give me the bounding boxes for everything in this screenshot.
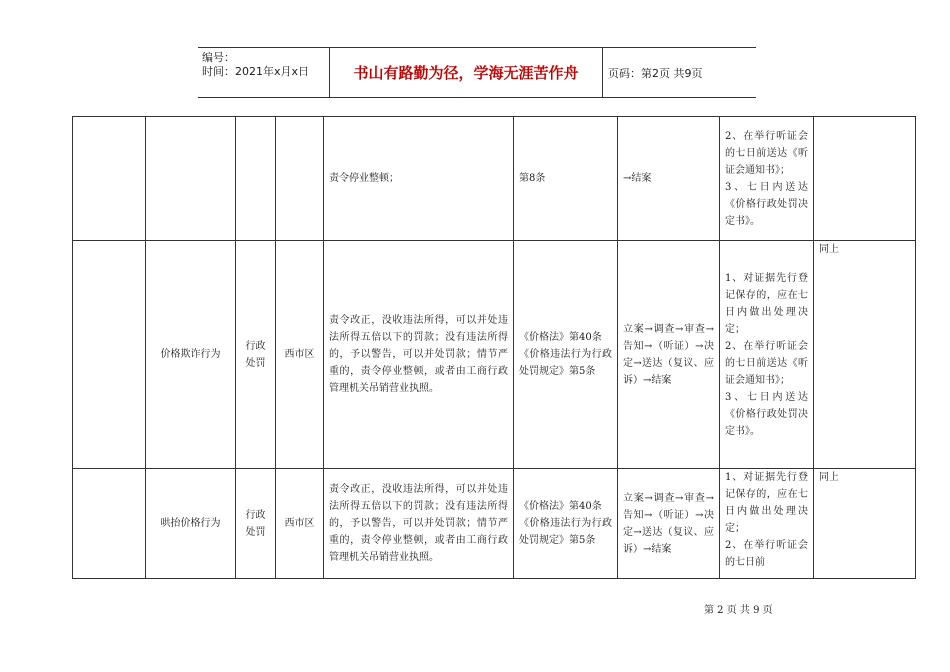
category-cell xyxy=(236,117,276,241)
table-row xyxy=(73,241,916,469)
page-footer: 第 2 页 共 9 页 xyxy=(704,605,773,616)
category-cell: 行政处罚 xyxy=(236,241,276,469)
remark-cell xyxy=(814,117,916,241)
violation-name-cell: 哄抬价格行为 xyxy=(146,469,236,579)
process-cell: 立案→调查→审查→告知→（听证）→决定→送达（复议、应诉）→结案 xyxy=(618,469,720,579)
process-cell: 立案→调查→审查→告知→（听证）→决定→送达（复议、应诉）→结案 xyxy=(618,241,720,469)
group-cell xyxy=(73,241,146,469)
penalty-cell: 责令改正，没收违法所得，可以并处违法所得五倍以下的罚款；没有违法所得的，予以警告，可以并处罚款；情节严重的，责令停业整顿，或者由工商行政管理机关吊销营业执照。 xyxy=(324,469,514,579)
category-cell: 行政处罚 xyxy=(236,469,276,579)
time-limit-notes-cell: 1、对证据先行登记保存的，应在七日内做出处理决定； 2、在举行听证会的七日前送达《听证会通知书》； 3、七日内送达《价格行政处罚决定书》。 xyxy=(720,241,814,469)
legal-basis-cell: 第8条 xyxy=(514,117,618,241)
penalty-cell: 责令停业整顿； xyxy=(324,117,514,241)
header-page-code: 页码：第2页 共9页 xyxy=(608,66,703,80)
penalty-table xyxy=(72,116,916,579)
penalty-cell: 责令改正，没收违法所得，可以并处违法所得五倍以下的罚款；没有违法所得的，予以警告，可以并处罚款；情节严重的，责令停业整顿，或者由工商行政管理机关吊销营业执照。 xyxy=(324,241,514,469)
header-meta xyxy=(202,51,309,79)
violation-name-cell: 价格欺诈行为 xyxy=(146,241,236,469)
process-cell: →结案 xyxy=(618,117,720,241)
violation-name-cell xyxy=(146,117,236,241)
header-divider xyxy=(602,48,603,97)
page-header xyxy=(198,47,756,98)
document-time: 时间：2021年x月x日 xyxy=(202,65,310,78)
group-cell xyxy=(73,117,146,241)
header-motto: 书山有路勤为径，学海无涯苦作舟 xyxy=(353,64,579,82)
time-limit-notes-cell: 1、对证据先行登记保存的，应在七日内做出处理决定； 2、在举行听证会的七日前 xyxy=(720,469,814,579)
area-cell: 西市区 xyxy=(276,469,324,579)
table-row xyxy=(73,469,916,579)
remark-cell: 同上 xyxy=(814,241,916,469)
time-limit-notes-cell: 2、在举行听证会的七日前送达《听证会通知书》； 3、七日内送达《价格行政处罚决定书》。 xyxy=(720,117,814,241)
area-cell: 西市区 xyxy=(276,241,324,469)
legal-basis-cell: 《价格法》第40条 《价格违法行为行政处罚规定》第5条 xyxy=(514,469,618,579)
legal-basis-cell: 《价格法》第40条 《价格违法行为行政处罚规定》第5条 xyxy=(514,241,618,469)
area-cell xyxy=(276,117,324,241)
remark-cell: 同上 xyxy=(814,469,916,579)
group-cell xyxy=(73,469,146,579)
document-number-label: 编号： xyxy=(202,51,235,64)
table-row xyxy=(73,117,916,241)
